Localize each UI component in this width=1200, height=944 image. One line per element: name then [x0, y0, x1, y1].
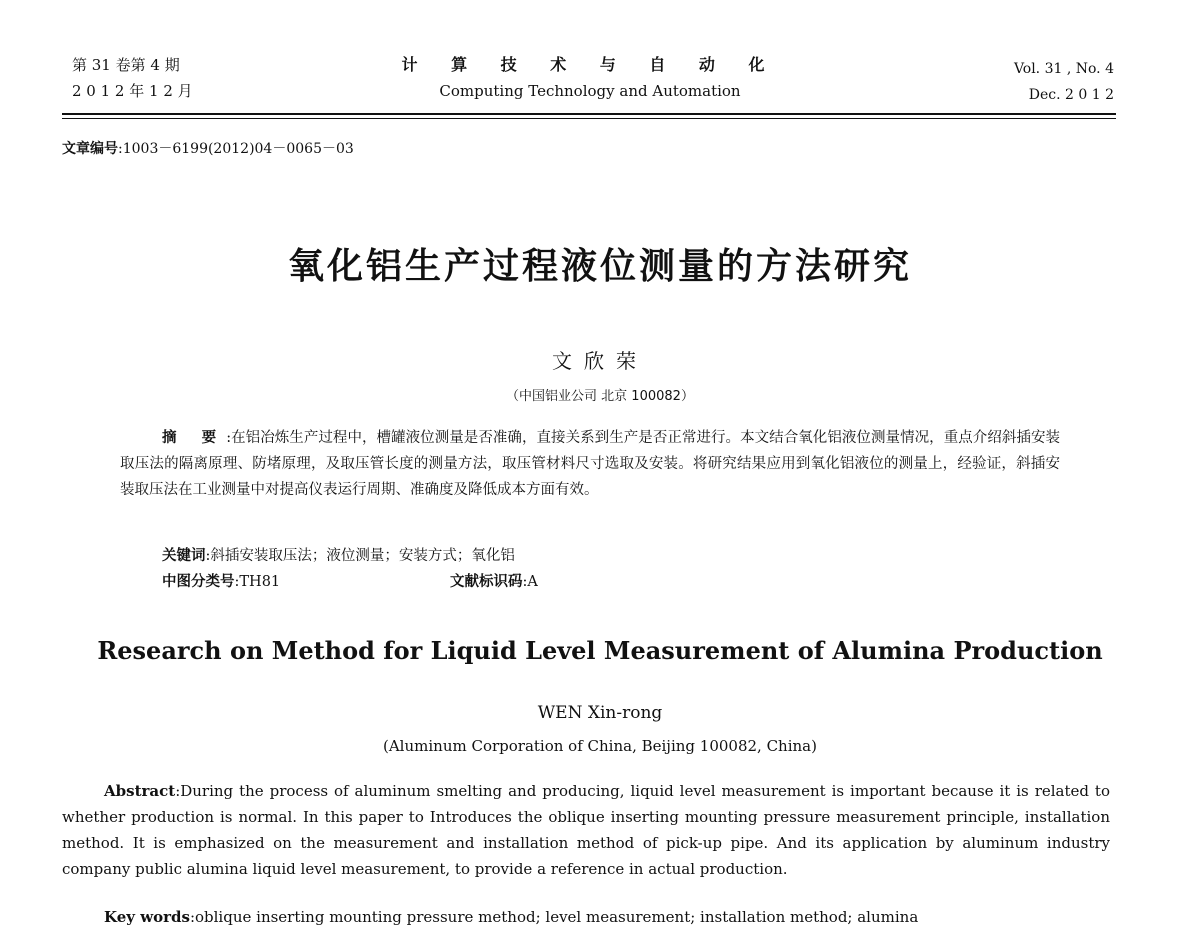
keywords-cn [162, 544, 515, 565]
keywords-en-text: :oblique inserting mounting pressure method; level measurement; installation method; alumina [189, 908, 919, 926]
abstract-cn-text: :在铝冶炼生产过程中，槽罐液位测量是否准确，直接关系到生产是否正常进行。本文结合氧化铝液位测量情况，重点介绍斜插安装取压法的隔离原理、防堵原理，及取压管长度的测量方法，取压管材料尺寸选取及安装。将研究结果应用到氧化铝液位的测量上，经验证，斜插安装取压法在工业测量中对提高仪表运行周期、准确度及降低成本方面有效。 [120, 430, 1060, 498]
classification-cn-label: 中图分类号 [162, 574, 235, 590]
classification-cn [162, 570, 280, 591]
keywords-cn-text: :斜插安装取压法；液位测量；安装方式；氧化铝 [205, 548, 515, 564]
header-rule-thin [62, 118, 1116, 119]
header-left [72, 52, 193, 104]
abstract-cn-label: 摘 要 [162, 430, 227, 446]
date-en: Dec. 2 0 1 2 [1028, 87, 1114, 103]
affiliation-en: (Aluminum Corporation of China, Beijing 100082, China) [383, 737, 817, 755]
article-number-value: :1003－6199(2012)04－0065－03 [118, 141, 354, 157]
volume-issue-en: Vol. 31 , No. 4 [1013, 61, 1114, 77]
keywords-en-label: Key words [104, 908, 190, 926]
journal-header [0, 0, 1200, 125]
title-cn: 氧化铝生产过程液位测量的方法研究 [287, 246, 912, 287]
document-code-cn [450, 570, 538, 591]
abstract-en-text: :During the process of aluminum smelting and producing, liquid level measurement is important because it is related to whether production is normal. In this paper to Introduces the oblique inserting mounting pressure measurement principle, installation method. It is emphasized on the measurement and installation method of pick-up pipe. And its application by aluminum industry company public alumina liquid level measurement, to provide a reference in actual production. [62, 782, 1110, 878]
title-en: Research on Method for Liquid Level Measurement of Alumina Production [97, 636, 1103, 665]
document-code-cn-label: 文献标识码 [450, 574, 523, 590]
author-en: WEN Xin-rong [537, 703, 663, 723]
author-cn: 文欣荣 [552, 349, 648, 373]
abstract-cn [120, 425, 1060, 503]
keywords-cn-label: 关键词 [162, 548, 206, 564]
classification-cn-text: :TH81 [234, 574, 281, 590]
header-rule-thick [62, 113, 1116, 115]
date-cn: 2 0 1 2 年 1 2 月 [72, 82, 193, 100]
article-number [62, 138, 354, 158]
abstract-en [62, 778, 1110, 882]
article-number-label: 文章编号 [62, 141, 118, 157]
volume-issue-cn: 第 31 卷第 4 期 [72, 56, 180, 74]
journal-name-cn: 计 算 技 术 与 自 动 化 [401, 55, 779, 74]
affiliation-cn: （中国铝业公司 北京 100082） [506, 389, 694, 404]
keywords-en [104, 908, 918, 926]
header-center [400, 52, 780, 104]
document-code-cn-text: :A [522, 574, 538, 590]
journal-name-en: Computing Technology and Automation [439, 82, 741, 100]
abstract-en-label: Abstract [104, 782, 176, 800]
header-right [1014, 56, 1114, 108]
